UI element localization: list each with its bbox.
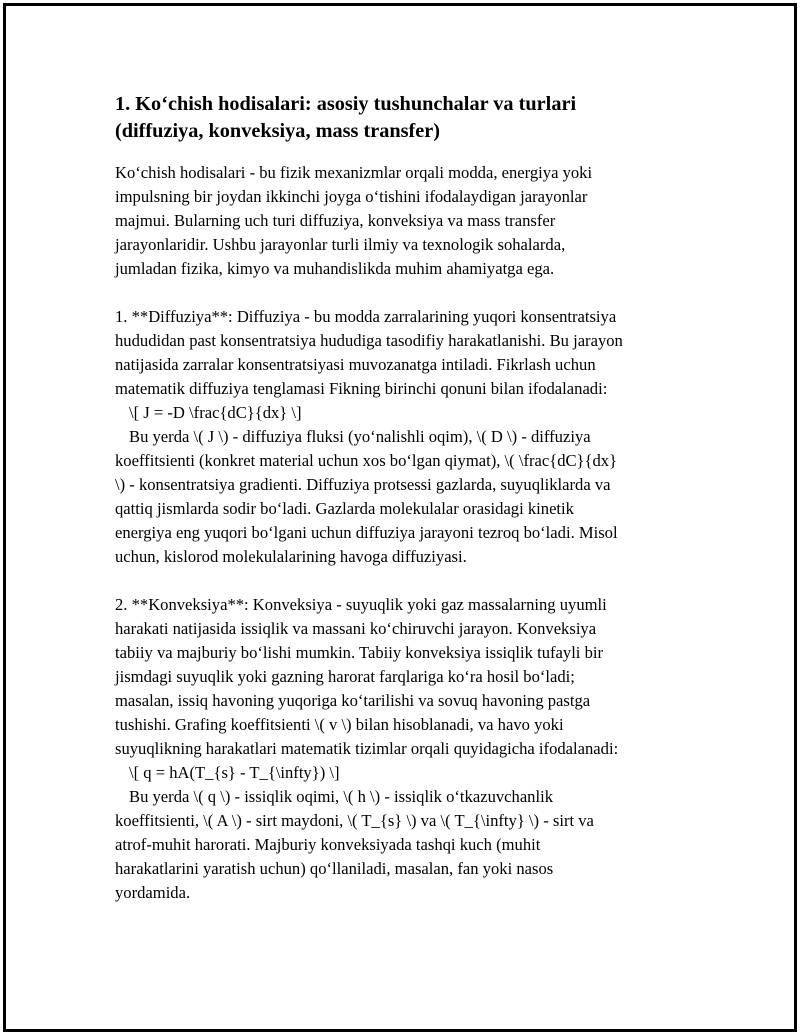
intro-line: majmui. Bularning uch turi diffuziya, konveksiya va mass transfer [115, 211, 556, 230]
diffusion-line: energiya eng yuqori bo‘lgani uchun diffuziya jarayoni tezroq bo‘ladi. Misol [115, 523, 618, 542]
diffusion-line: hududidan past konsentratsiya hududiga tasodifiy harakatlanishi. Bu jarayon [115, 331, 623, 350]
document-body [115, 91, 687, 905]
intro-line: impulsning bir joydan ikkinchi joyga o‘tishini ifodalaydigan jarayonlar [115, 187, 588, 206]
diffusion-line: Bu yerda \( J \) - diffuziya fluksi (yo‘nalishli oqim), \( D \) - diffuziya [129, 427, 591, 446]
diffusion-line: natijasida zarralar konsentratsiyasi muvozanatga intiladi. Fikrlash uchun [115, 355, 596, 374]
diffusion-line: qattiq jismlarda sodir bo‘ladi. Gazlarda molekulalar orasidagi kinetik [115, 499, 574, 518]
convection-line: 2. **Konveksiya**: Konveksiya - suyuqlik yoki gaz massalarning uyumli [115, 595, 607, 614]
intro-paragraph [115, 161, 687, 281]
convection-line: suyuqlikning harakatlari matematik tizimlar orqali quyidagicha ifodalanadi: [115, 739, 619, 758]
intro-line: Ko‘chish hodisalari - bu fizik mexanizmlar orqali modda, energiya yoki [115, 163, 593, 182]
diffusion-line: matematik diffuziya tenglamasi Fikning birinchi qonuni bilan ifodalanadi: [115, 379, 608, 398]
convection-line: Bu yerda \( q \) - issiqlik oqimi, \( h \) - issiqlik o‘tkazuvchanlik [129, 787, 553, 806]
heading-line-1: 1. Ko‘chish hodisalari: asosiy tushunchalar va turlari [115, 93, 577, 115]
section-heading [115, 91, 687, 145]
intro-line: jarayonlaridir. Ushbu jarayonlar turli ilmiy va texnologik sohalarda, [115, 235, 566, 254]
convection-line: harakatlarini yaratish uchun) qo‘llaniladi, masalan, fan yoki nasos [115, 859, 554, 878]
diffusion-line: \) - konsentratsiya gradienti. Diffuziya protsessi gazlarda, suyuqliklarda va [115, 475, 611, 494]
diffusion-line: uchun, kislorod molekulalarining havoga diffuziyasi. [115, 547, 467, 566]
convection-line: yordamida. [115, 883, 191, 902]
convection-equation: \[ q = hA(T_{s} - T_{\infty}) \] [129, 763, 340, 782]
diffusion-equation: \[ J = -D \frac{dC}{dx} \] [129, 403, 302, 422]
convection-section [115, 593, 687, 905]
convection-line: tushishi. Grafing koeffitsienti \( v \) bilan hisoblanadi, va havo yoki [115, 715, 564, 734]
diffusion-line: koeffitsienti (konkret material uchun xos bo‘lgan qiymat), \( \frac{dC}{dx} [115, 451, 618, 470]
convection-line: masalan, issiq havoning yuqoriga ko‘tarilishi va sovuq havoning pastga [115, 691, 591, 710]
heading-line-2: (diffuziya, konveksiya, mass transfer) [115, 120, 441, 142]
convection-line: harakati natijasida issiqlik va massani ko‘chiruvchi jarayon. Konveksiya [115, 619, 597, 638]
convection-line: atrof-muhit harorati. Majburiy konveksiyada tashqi kuch (muhit [115, 835, 541, 854]
diffusion-line: 1. **Diffuziya**: Diffuziya - bu modda zarralarining yuqori konsentratsiya [115, 307, 617, 326]
diffusion-section [115, 305, 687, 569]
convection-line: tabiiy va majburiy bo‘lishi mumkin. Tabiiy konveksiya issiqlik tufayli bir [115, 643, 603, 662]
intro-line: jumladan fizika, kimyo va muhandislikda muhim ahamiyatga ega. [115, 259, 555, 278]
convection-line: koeffitsienti, \( A \) - sirt maydoni, \( T_{s} \) va \( T_{\infty} \) - sirt va [115, 811, 594, 830]
convection-line: jismdagi suyuqlik yoki gazning harorat farqlariga ko‘ra hosil bo‘ladi; [115, 667, 575, 686]
